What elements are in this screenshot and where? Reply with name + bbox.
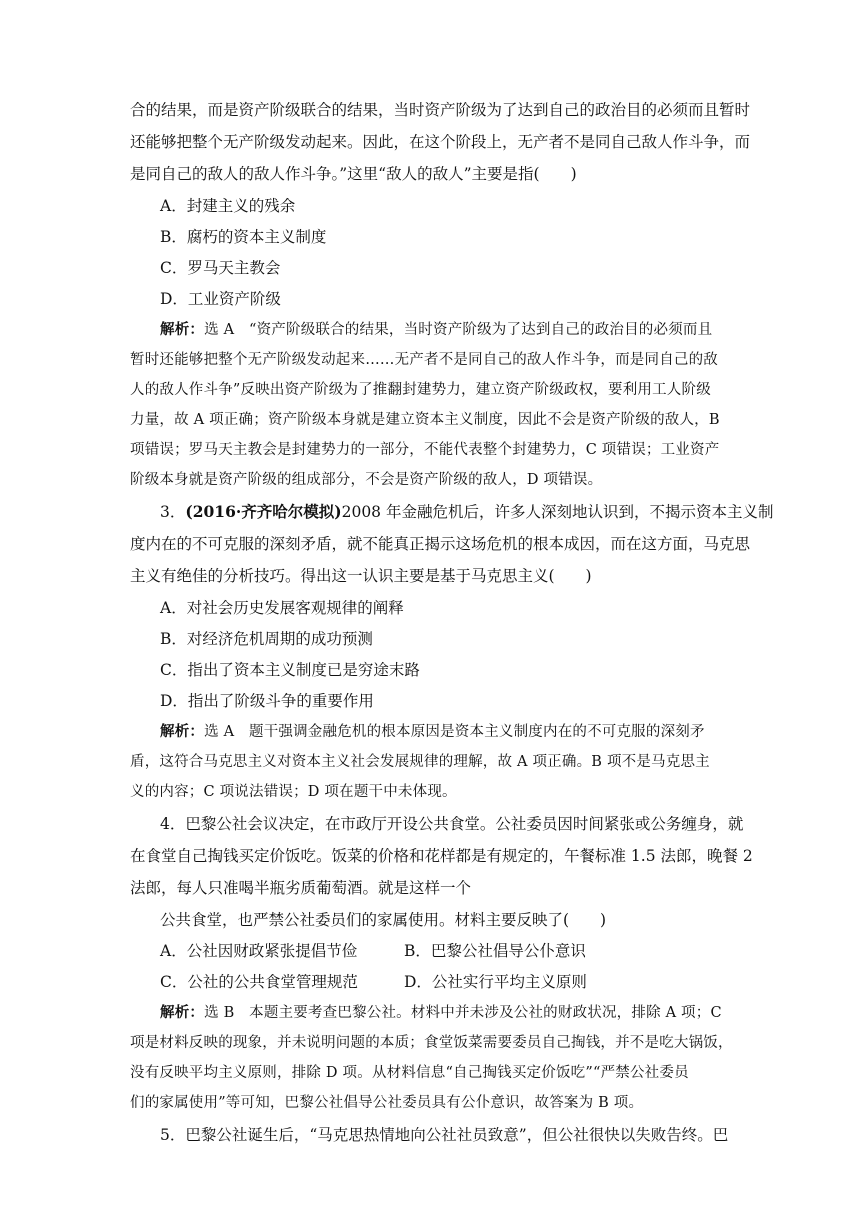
q3-stem-line: 主义有绝佳的分析技巧。得出这一认识主要是基于马克思主义( ) bbox=[130, 567, 592, 585]
analysis-text: 选 A 题干强调金融危机的根本原因是资本主义制度内在的不可克服的深刻矛 bbox=[204, 724, 705, 740]
question-number: 3． bbox=[160, 503, 186, 521]
q2-analysis-line: 项错误；罗马天主教会是封建势力的一部分，不能代表整个封建势力，C 项错误；工业资产 bbox=[130, 442, 720, 458]
q3-analysis-line: 义的内容；C 项说法错误；D 项在题干中未体现。 bbox=[130, 784, 457, 800]
q4-analysis-line: 项是材料反映的现象，并未说明问题的本质；食堂饭菜需要委员自己掏钱，并不是吃大锅饭， bbox=[130, 1035, 733, 1051]
q2-option-a: A．封建主义的残余 bbox=[160, 197, 296, 215]
q4-analysis-line: 们的家属使用”等可知，巴黎公社倡导公社委员具有公仆意识，故答案为 B 项。 bbox=[130, 1095, 644, 1111]
q2-analysis-line: 力量，故 A 项正确；资产阶级本身就是建立资本主义制度，因此不会是资产阶级的敌人，B bbox=[130, 412, 720, 428]
q4-analysis-first-line bbox=[160, 1003, 722, 1023]
q2-option-b: B．腐朽的资本主义制度 bbox=[160, 228, 327, 246]
q2-analysis-line: 暂时还能够把整个无产阶级发动起来……无产者不是同自己的敌人作斗争，而是同自己的敌 bbox=[130, 352, 718, 368]
q4-stem-line: 法郎，每人只准喝半瓶劣质葡萄酒。就是这样一个 bbox=[130, 879, 472, 897]
q3-stem-first-line bbox=[160, 502, 773, 522]
q3-analysis-line: 盾，这符合马克思主义对资本主义社会发展规律的理解，故 A 项正确。B 项不是马克思主 bbox=[130, 754, 710, 770]
q3-analysis-first-line bbox=[160, 722, 705, 742]
q4-analysis-line: 没有反映平均主义原则，排除 D 项。从材料信息“自己掏钱买定价饭吃”“严禁公社委员 bbox=[130, 1065, 689, 1081]
question-source: (2016·齐齐哈尔模拟) bbox=[185, 502, 342, 521]
q4-stem-line: 公共食堂，也严禁公社委员们的家属使用。材料主要反映了( ) bbox=[160, 911, 607, 929]
q4-stem-line: 4．巴黎公社会议决定，在市政厅开设公共食堂。公社委员因时间紧张或公务缠身，就 bbox=[160, 815, 744, 833]
q4-option-b: B．巴黎公社倡导公仆意识 bbox=[404, 942, 586, 960]
analysis-label: 解析： bbox=[160, 321, 205, 338]
q3-option-b: B．对经济危机周期的成功预测 bbox=[160, 630, 373, 648]
q4-stem-line: 在食堂自己掏钱买定价饭吃。饭菜的价格和花样都是有规定的，午餐标准 1.5 法郎，晚餐 2 bbox=[130, 847, 753, 865]
analysis-label: 解析： bbox=[160, 1004, 205, 1021]
q4-option-d: D．公社实行平均主义原则 bbox=[404, 973, 587, 991]
q2-analysis-line: 人的敌人作斗争”反映出资产阶级为了推翻封建势力，建立资产阶级政权，要利用工人阶级 bbox=[130, 382, 711, 398]
analysis-text: 选 A “资产阶级联合的结果，当时资产阶级为了达到自己的政治目的必须而且 bbox=[204, 322, 713, 338]
q2-stem-line: 合的结果，而是资产阶级联合的结果，当时资产阶级为了达到自己的政治目的必须而且暂时 bbox=[130, 101, 751, 119]
q3-option-d: D．指出了阶级斗争的重要作用 bbox=[160, 692, 374, 710]
q2-option-c: C．罗马天主教会 bbox=[160, 259, 281, 277]
q3-stem-line: 度内在的不可克服的深刻矛盾，就不能真正揭示这场危机的根本成因，而在这方面，马克思 bbox=[130, 535, 751, 553]
q2-option-d: D．工业资产阶级 bbox=[160, 290, 281, 308]
question-text: 2008 年金融危机后，许多人深刻地认识到，不揭示资本主义制 bbox=[341, 503, 774, 521]
analysis-text: 选 B 本题主要考查巴黎公社。材料中并未涉及公社的财政状况，排除 A 项；C bbox=[204, 1005, 722, 1021]
q4-option-c: C．公社的公共食堂管理规范 bbox=[160, 973, 358, 991]
q5-stem-line: 5．巴黎公社诞生后，“马克思热情地向公社社员致意”，但公社很快以失败告终。巴 bbox=[160, 1126, 729, 1144]
analysis-label: 解析： bbox=[160, 723, 205, 740]
q3-option-a: A．对社会历史发展客观规律的阐释 bbox=[160, 599, 404, 617]
q2-analysis-line: 阶级本身就是资产阶级的组成部分，不会是资产阶级的敌人，D 项错误。 bbox=[130, 472, 603, 488]
q2-analysis-first-line bbox=[160, 320, 712, 340]
q2-stem-line: 是同自己的敌人的敌人作斗争。”这里“敌人的敌人”主要是指( ) bbox=[130, 165, 577, 183]
q2-stem-line: 还能够把整个无产阶级发动起来。因此，在这个阶段上，无产者不是同自己敌人作斗争，而 bbox=[130, 133, 751, 151]
q4-option-a: A．公社因财政紧张提倡节俭 bbox=[160, 942, 358, 960]
q3-option-c: C．指出了资本主义制度已是穷途末路 bbox=[160, 661, 420, 679]
